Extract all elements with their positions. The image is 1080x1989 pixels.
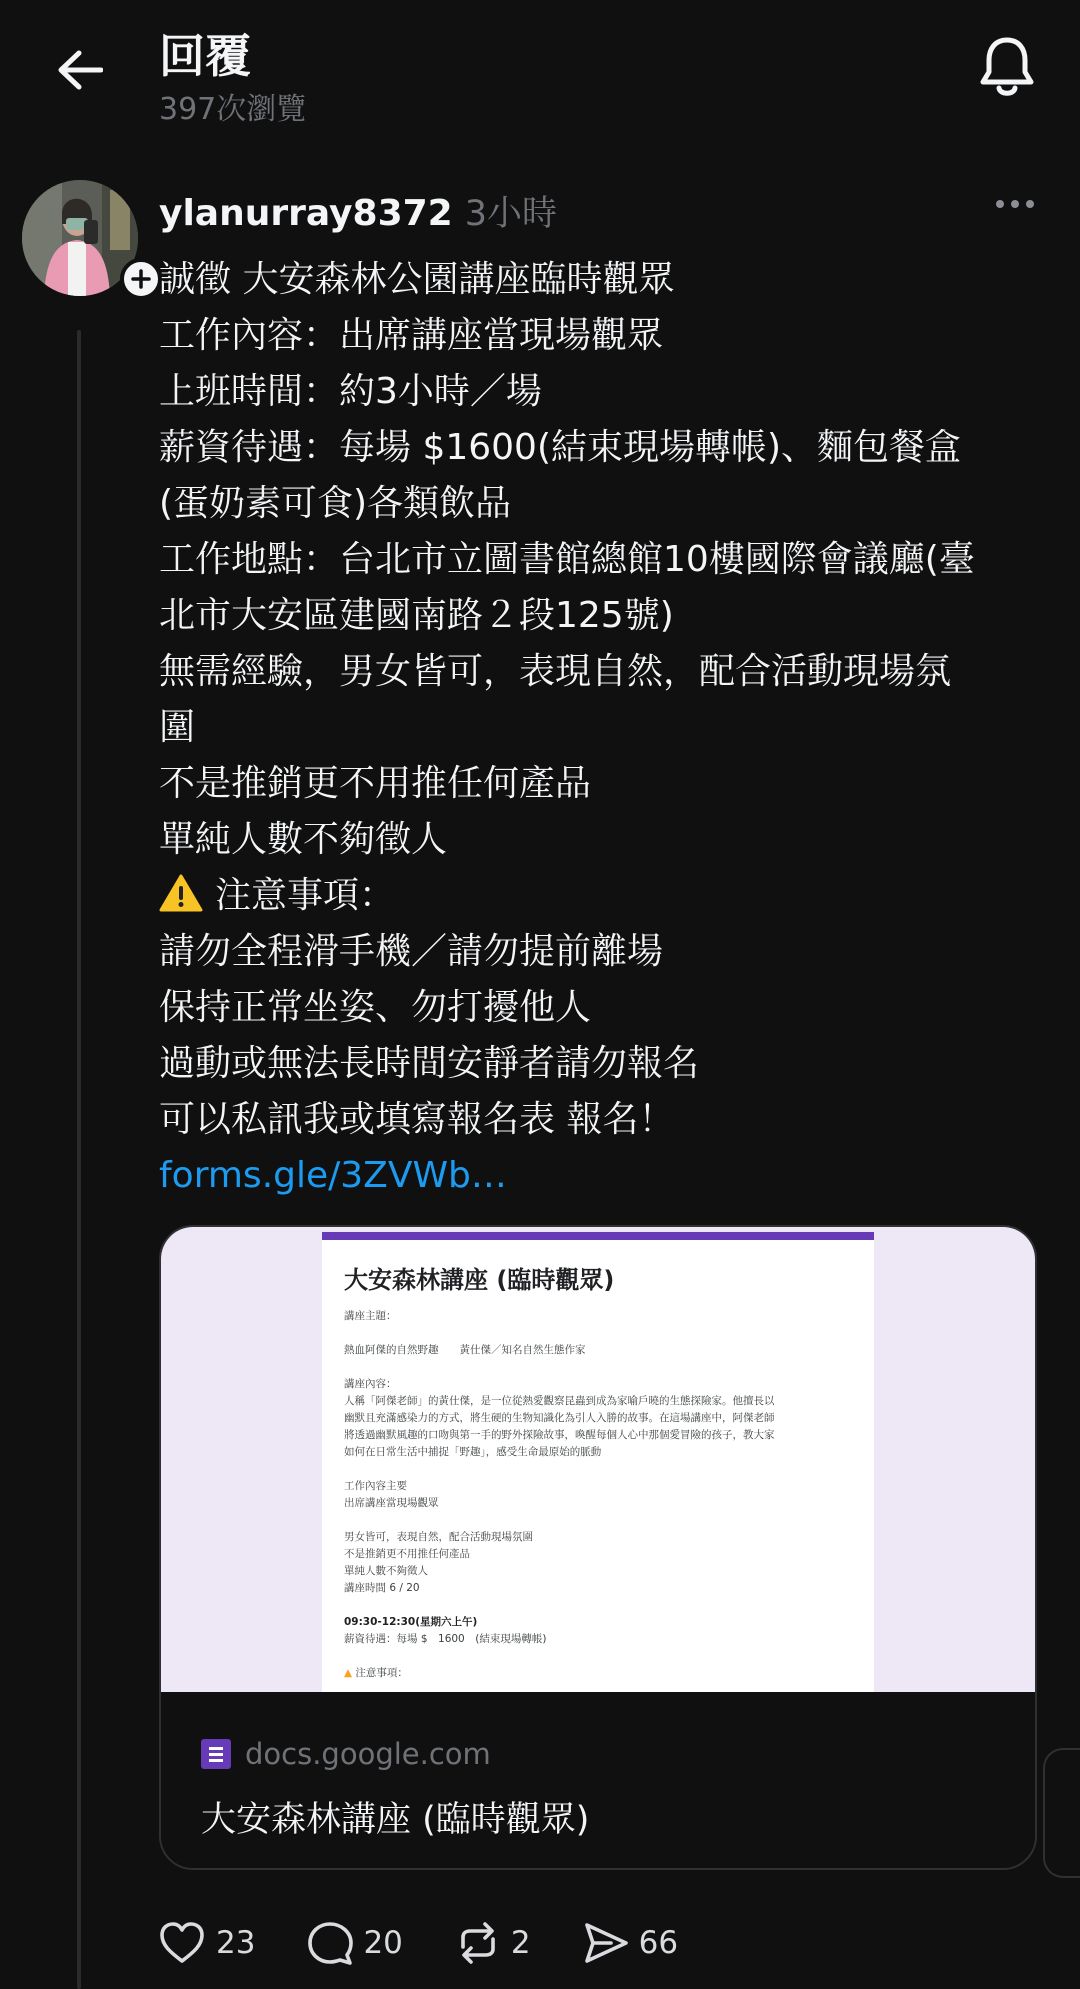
- post-meta: [159, 186, 557, 236]
- plus-icon: [130, 268, 152, 290]
- link-preview-card[interactable]: [159, 1225, 1037, 1870]
- share-count: 66: [638, 1925, 679, 1961]
- back-button[interactable]: [50, 40, 110, 100]
- warning-line: [159, 868, 1039, 924]
- warning-icon: [159, 873, 203, 913]
- follow-button[interactable]: [120, 258, 162, 300]
- doc-spacer: [344, 1648, 864, 1665]
- send-icon: [583, 1921, 629, 1965]
- author-avatar-container[interactable]: [22, 180, 138, 296]
- doc-notice-text: 注意事項：: [355, 1667, 408, 1679]
- link-preview-footer: [161, 1692, 1037, 1870]
- doc-line: 熱血阿傑的自然野趣 黃仕傑／知名自然生態作家: [344, 1344, 586, 1356]
- doc-line: [344, 1359, 864, 1376]
- doc-line: 幽默且充滿感染力的方式，將生硬的生物知識化為引人入勝的故事。在這場講座中，阿傑老師: [344, 1412, 775, 1424]
- comment-icon: [307, 1921, 353, 1965]
- form-link[interactable]: forms.gle/3ZVWb…: [159, 1155, 507, 1196]
- doc-warning-icon: ▲: [344, 1667, 353, 1679]
- post-line: 無需經驗，男女皆可，表現自然，配合活動現場氛: [159, 651, 952, 692]
- post-line: 保持正常坐姿、勿打擾他人: [159, 987, 592, 1028]
- post-time: 3小時: [464, 194, 557, 234]
- post-line: 可以私訊我或填寫報名表 報名！: [159, 1099, 675, 1140]
- like-button[interactable]: [158, 1921, 255, 1965]
- link-title: 大安森林講座 (臨時觀眾): [201, 1800, 590, 1840]
- doc-notice: [344, 1665, 864, 1682]
- post-line: 工作內容：出席講座當現場觀眾: [159, 315, 664, 356]
- doc-line: 人稱「阿傑老師」的黃仕傑，是一位從熱愛觀察昆蟲到成為家喻戶曉的生態探險家。他擅長以: [344, 1395, 775, 1407]
- post-line: 單純人數不夠徵人: [159, 819, 448, 860]
- username[interactable]: ylanurray8372: [159, 193, 453, 234]
- heart-icon: [158, 1921, 206, 1965]
- link-domain-row: [201, 1737, 491, 1771]
- repost-button[interactable]: [455, 1921, 531, 1965]
- doc-salary: 薪資待遇：每場 $ 1600 (結束現場轉帳): [344, 1633, 547, 1645]
- doc-line: 出席講座當現場觀眾: [344, 1497, 439, 1509]
- view-count: 397次瀏覽: [159, 92, 307, 127]
- doc-line: 如何在日常生活中捕捉「野趣」，感受生命最原始的脈動: [344, 1446, 602, 1458]
- doc-time-text: 09:30-12:30(星期六上午): [344, 1616, 478, 1628]
- form-document-preview: [322, 1232, 874, 1692]
- warning-label: 注意事項：: [215, 875, 396, 916]
- more-options-button[interactable]: [996, 194, 1036, 214]
- doc-line: 單純人數不夠徵人: [344, 1565, 428, 1577]
- doc-line: [344, 1325, 864, 1342]
- post-line: 薪資待遇：每場 $1600(結束現場轉帳)、麵包餐盒: [159, 427, 962, 468]
- doc-line: 工作內容主要: [344, 1480, 407, 1492]
- doc-title: 大安森林講座 (臨時觀眾): [344, 1266, 615, 1294]
- post-line: 圍: [159, 707, 196, 748]
- doc-line: 將透過幽默風趣的口吻與第一手的野外探險故事，喚醒每個人心中那個愛冒險的孩子，教大家: [344, 1429, 775, 1441]
- doc-line: 不是推銷更不用推任何產品: [344, 1548, 470, 1560]
- post-line: 請勿全程滑手機／請勿提前離場: [159, 931, 664, 972]
- post-line: 上班時間：約3小時／場: [159, 371, 542, 412]
- doc-time: [344, 1614, 864, 1631]
- post-line: 誠徵 大安森林公園講座臨時觀眾: [159, 259, 675, 300]
- forms-icon: [201, 1739, 231, 1769]
- page-title: 回覆: [159, 29, 251, 83]
- more-icon: [996, 200, 1004, 208]
- repost-count: 2: [510, 1925, 531, 1961]
- comment-count: 20: [363, 1925, 403, 1961]
- doc-line: [344, 1461, 864, 1478]
- side-scroll-handle[interactable]: [1043, 1748, 1080, 1878]
- post-body: [159, 252, 1039, 1204]
- doc-line: 講座主題：: [344, 1310, 397, 1322]
- doc-line: 講座時間 6 / 20: [344, 1582, 420, 1594]
- repost-icon: [455, 1921, 501, 1965]
- like-count: 23: [216, 1925, 256, 1961]
- post-line: 工作地點：台北市立圖書館總館10樓國際會議廳(臺: [159, 539, 975, 580]
- post-line: 過動或無法長時間安靜者請勿報名: [159, 1043, 700, 1084]
- post-line: 不是推銷更不用推任何產品: [159, 763, 592, 804]
- doc-line: 男女皆可，表現自然，配合活動現場氛圍: [344, 1531, 533, 1543]
- bell-icon: [976, 34, 1038, 100]
- doc-body: [344, 1308, 864, 1682]
- comment-button[interactable]: [307, 1921, 402, 1965]
- doc-line: [344, 1512, 864, 1529]
- doc-line: 講座內容：: [344, 1378, 397, 1390]
- back-arrow-icon: [57, 50, 103, 90]
- thread-line: [77, 330, 81, 1989]
- post-line: 北市大安區建國南路２段125號): [159, 595, 674, 636]
- link-domain: docs.google.com: [245, 1737, 491, 1771]
- doc-line: [344, 1597, 864, 1614]
- share-button[interactable]: [583, 1921, 678, 1965]
- top-bar: [0, 0, 1080, 150]
- post-actions: [158, 1915, 730, 1971]
- link-preview-image: [161, 1227, 1037, 1692]
- notifications-button[interactable]: [976, 34, 1038, 100]
- post-line: (蛋奶素可食)各類飲品: [159, 483, 512, 524]
